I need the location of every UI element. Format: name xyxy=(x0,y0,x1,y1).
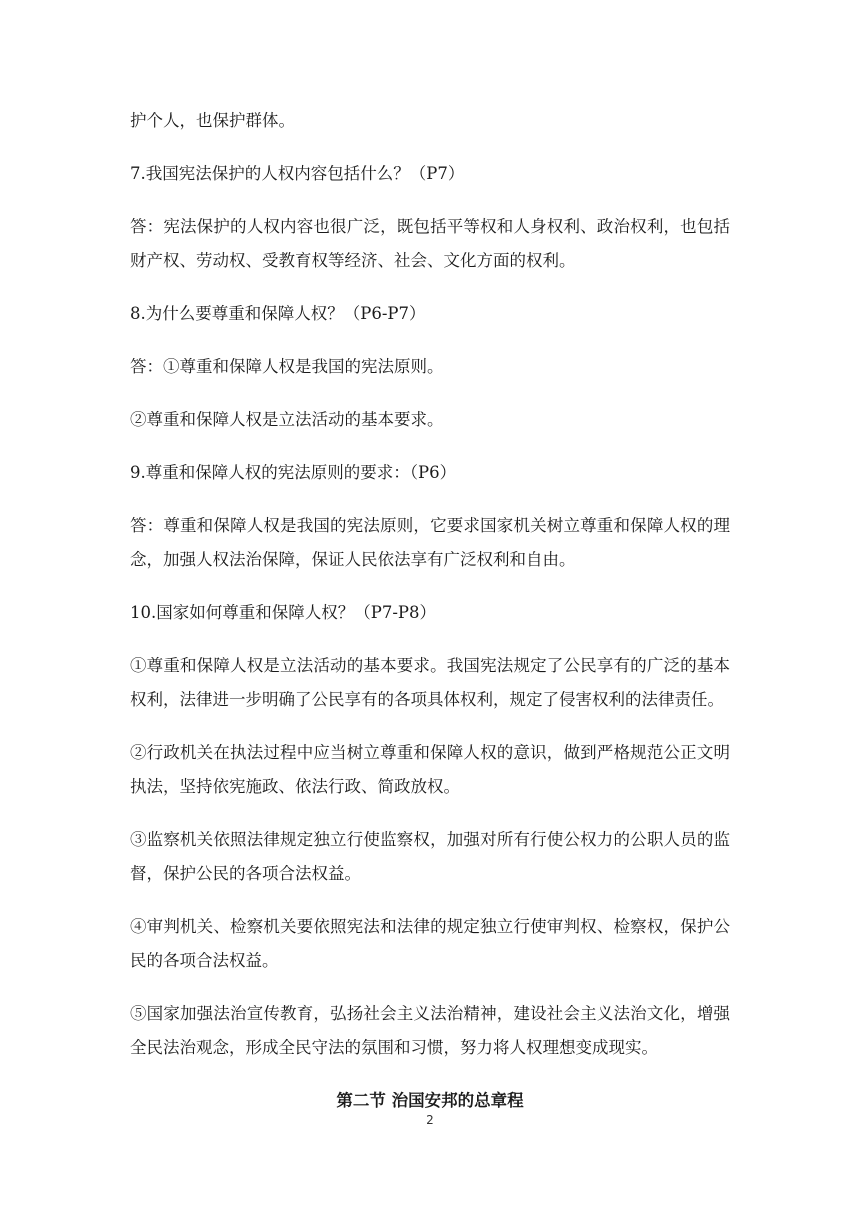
answer-paragraph: 答：尊重和保障人权是我国的宪法原则，它要求国家机关树立尊重和保障人权的理念，加强人权法治保障，保证人民依法享有广泛权利和自由。 xyxy=(130,516,730,569)
question-heading: 10.国家如何尊重和保障人权？（P7-P8） xyxy=(130,603,437,622)
page-number: 2 xyxy=(426,1113,434,1127)
answer-paragraph: ②行政机关在执法过程中应当树立尊重和保障人权的意识，做到严格规范公正文明执法，坚持依宪施政、依法行政、简政放权。 xyxy=(130,743,730,796)
page-content xyxy=(130,104,730,1118)
answer-paragraph: ④审判机关、检察机关要依照宪法和法律的规定独立行使审判权、检察权，保护公民的各项合法权益。 xyxy=(130,917,730,970)
answer-paragraph: 答：①尊重和保障人权是我国的宪法原则。 xyxy=(130,357,444,376)
question-heading: 8.为什么要尊重和保障人权？（P6-P7） xyxy=(130,304,426,323)
question-heading: 9.尊重和保障人权的宪法原则的要求：（P6） xyxy=(130,463,457,482)
section-heading: 第二节 治国安邦的总章程 xyxy=(336,1091,524,1110)
answer-paragraph: ②尊重和保障人权是立法活动的基本要求。 xyxy=(130,410,444,429)
answer-paragraph: ③监察机关依照法律规定独立行使监察权，加强对所有行使公权力的公职人员的监督，保护公民的各项合法权益。 xyxy=(130,830,730,883)
question-heading: 7.我国宪法保护的人权内容包括什么？（P7） xyxy=(130,164,465,183)
answer-paragraph: ⑤国家加强法治宣传教育，弘扬社会主义法治精神，建设社会主义法治文化，增强全民法治观念，形成全民守法的氛围和习惯，努力将人权理想变成现实。 xyxy=(130,1004,730,1057)
paragraph: 护个人，也保护群体。 xyxy=(130,111,295,130)
answer-paragraph: ①尊重和保障人权是立法活动的基本要求。我国宪法规定了公民享有的广泛的基本权利，法律进一步明确了公民享有的各项具体权利，规定了侵害权利的法律责任。 xyxy=(130,656,730,709)
answer-paragraph: 答：宪法保护的人权内容也很广泛，既包括平等权和人身权利、政治权利，也包括财产权、劳动权、受教育权等经济、社会、文化方面的权利。 xyxy=(130,217,730,270)
